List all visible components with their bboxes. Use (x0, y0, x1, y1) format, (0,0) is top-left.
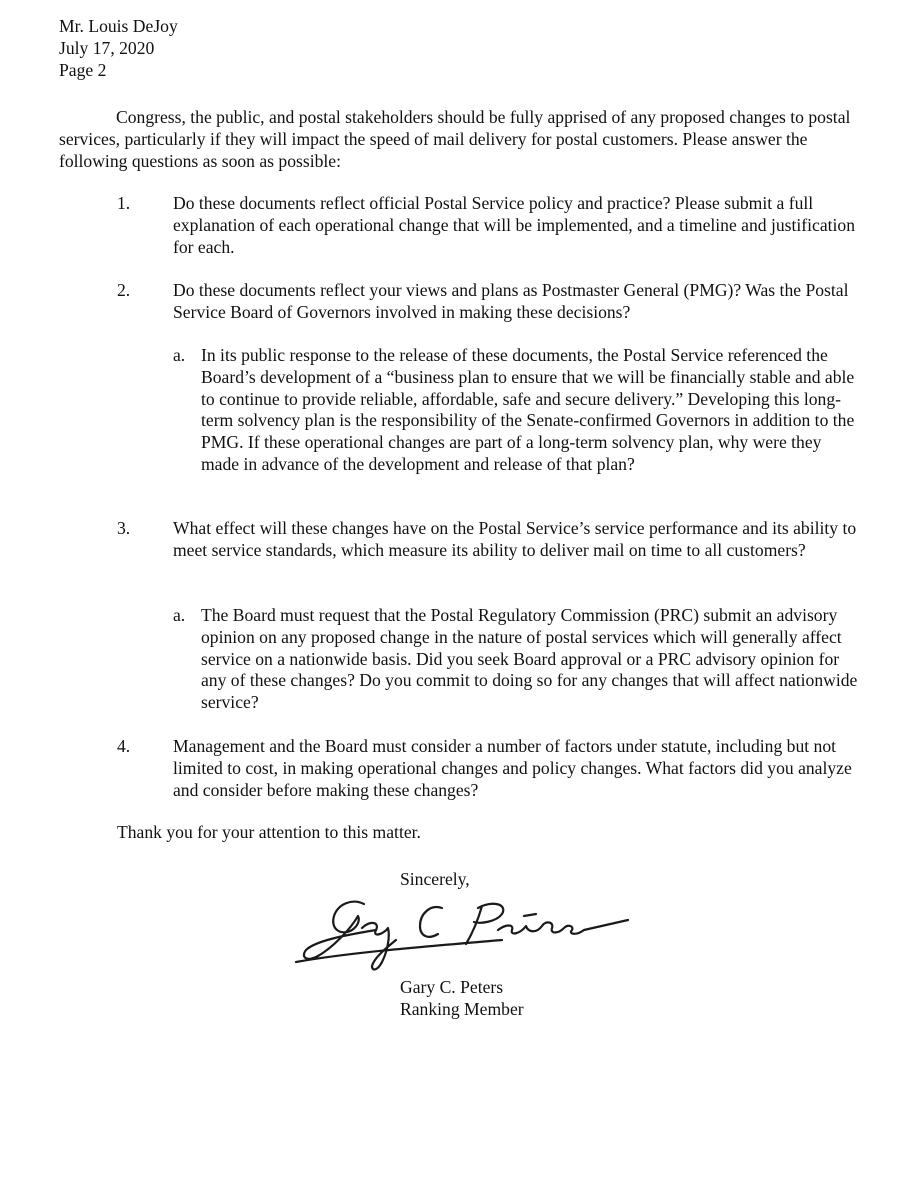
question-number: 4. (117, 736, 131, 756)
handwritten-signature (292, 890, 632, 980)
question-number: 3. (117, 518, 131, 538)
question-text: Do these documents reflect your views and plans as Postmaster General (PMG)? Was the Postal Service Board of Governors involved in making these decisions? (173, 280, 849, 322)
recipient-name: Mr. Louis DeJoy (59, 16, 178, 36)
question-text: Management and the Board must consider a number of factors under statute, including but not limited to cost, in making operational changes and policy changes. What factors did you analyze and consider before making these changes? (173, 736, 852, 800)
letter-date: July 17, 2020 (59, 37, 155, 58)
signer-block (400, 977, 524, 1021)
question-text: Do these documents reflect official Postal Service policy and practice? Please submit a full explanation of each operational change that will be implemented, and a timeline and justification for each. (173, 193, 856, 257)
subitem-letter: a. (173, 605, 186, 625)
subitem-text: The Board must request that the Postal Regulatory Commission (PRC) submit an advisory opinion on any proposed change in the nature of postal services which will generally affect service on a nationwide basis. Did you seek Board approval or a PRC advisory opinion for any of these changes? Do you commit to doing so for any changes that will affect nationwide service? (201, 605, 858, 713)
letter-header (59, 16, 178, 81)
signer-title: Ranking Member (400, 998, 524, 1019)
page-number: Page 2 (59, 59, 107, 80)
question-text: What effect will these changes have on the Postal Service’s service performance and its ability to meet service standards, which measure its ability to deliver mail on time to all customers? (173, 518, 857, 560)
signer-name: Gary C. Peters (400, 977, 504, 997)
subitem-letter: a. (173, 345, 186, 365)
closing-salutation: Sincerely, (400, 869, 470, 889)
question-number: 1. (117, 193, 131, 213)
thanks-line: Thank you for your attention to this matter. (117, 822, 421, 842)
question-number: 2. (117, 280, 131, 300)
intro-paragraph: Congress, the public, and postal stakeholders should be fully apprised of any proposed changes to postal services, particularly if they will impact the speed of mail delivery for postal customers. Please answer the following questions as soon as possible: (59, 107, 851, 171)
subitem-text: In its public response to the release of these documents, the Postal Service referenced the Board’s development of a “business plan to ensure that we will be financially stable and able to continue to provide reliable, affordable, safe and secure delivery.” Developing this long-term solvency plan is the responsibility of the Senate-confirmed Governors in addition to the PMG. If these operational changes are part of a long-term solvency plan, why were they made in advance of the development and release of that plan? (201, 345, 855, 474)
